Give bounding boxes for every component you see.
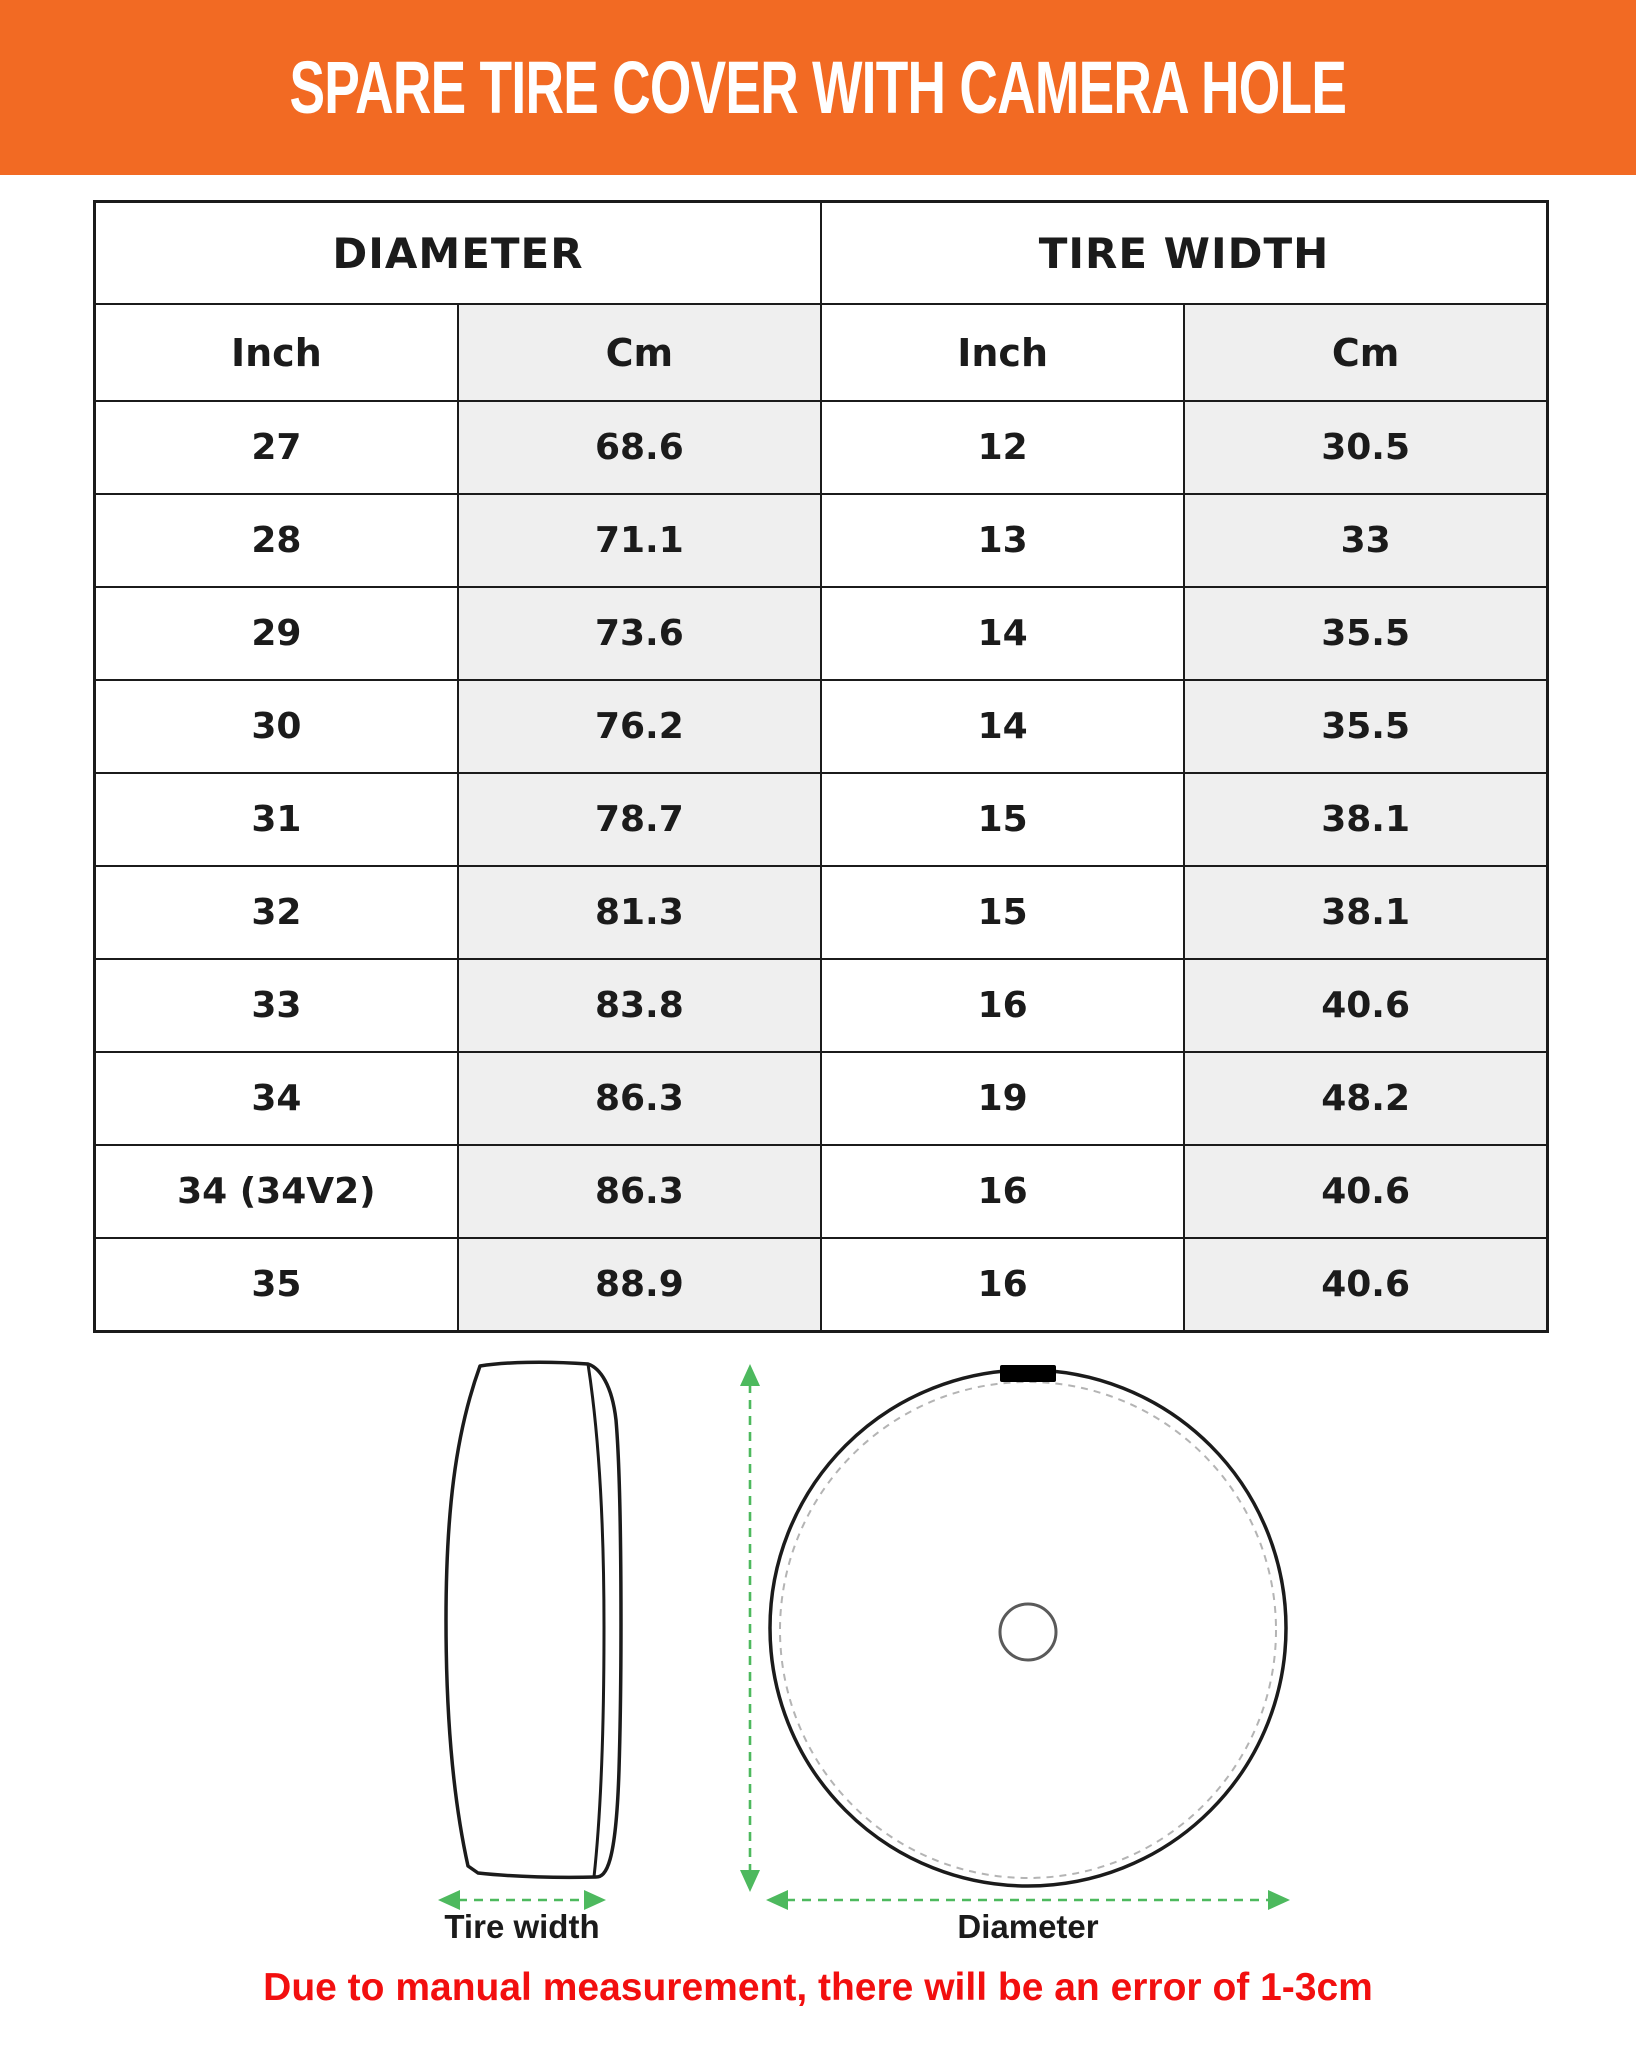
table-cell: 38.1	[1184, 773, 1547, 866]
diameter-arrow	[766, 1890, 1290, 1910]
table-cell: 35.5	[1184, 680, 1547, 773]
table-cell: 33	[1184, 494, 1547, 587]
diameter-vertical-arrow	[740, 1364, 760, 1892]
table-cell: 88.9	[458, 1238, 821, 1332]
banner	[0, 0, 1636, 175]
table-row	[95, 587, 1548, 680]
diameter-inch-header: Inch	[95, 304, 458, 401]
table-cell: 16	[821, 1238, 1184, 1332]
table-cell: 73.6	[458, 587, 821, 680]
table-cell: 86.3	[458, 1145, 821, 1238]
tire-diagram	[0, 1340, 1636, 1960]
tire-diagram-svg	[0, 1340, 1636, 1960]
diameter-cm-header: Cm	[458, 304, 821, 401]
table-row	[95, 866, 1548, 959]
tire-width-inch-header: Inch	[821, 304, 1184, 401]
table-cell: 19	[821, 1052, 1184, 1145]
table-row	[95, 401, 1548, 494]
table-cell: 40.6	[1184, 1145, 1547, 1238]
table-cell: 78.7	[458, 773, 821, 866]
table-cell: 40.6	[1184, 959, 1547, 1052]
diameter-group-header: DIAMETER	[95, 202, 822, 305]
table-cell: 68.6	[458, 401, 821, 494]
table-row	[95, 959, 1548, 1052]
page-title: SPARE TIRE COVER WITH CAMERA HOLE	[289, 46, 1347, 129]
table-cell: 28	[95, 494, 458, 587]
table-row	[95, 1238, 1548, 1332]
table-cell: 30.5	[1184, 401, 1547, 494]
table-cell: 14	[821, 587, 1184, 680]
tire-width-group-header: TIRE WIDTH	[821, 202, 1548, 305]
group-header-row	[95, 202, 1548, 305]
table-row	[95, 680, 1548, 773]
table-cell: 13	[821, 494, 1184, 587]
table-cell: 81.3	[458, 866, 821, 959]
table-row	[95, 773, 1548, 866]
tire-side-view	[446, 1362, 621, 1877]
table-cell: 14	[821, 680, 1184, 773]
sub-header-row	[95, 304, 1548, 401]
diameter-label: Diameter	[957, 1908, 1099, 1945]
table-row	[95, 1052, 1548, 1145]
tire-width-arrow	[438, 1890, 606, 1910]
table-cell: 30	[95, 680, 458, 773]
table-cell: 86.3	[458, 1052, 821, 1145]
measurement-note: Due to manual measurement, there will be an error of 1-3cm	[263, 1966, 1373, 2009]
table-row	[95, 494, 1548, 587]
tire-width-label: Tire width	[444, 1908, 600, 1945]
table-cell: 76.2	[458, 680, 821, 773]
table-cell: 35.5	[1184, 587, 1547, 680]
top-tab	[1000, 1365, 1056, 1382]
table-cell: 29	[95, 587, 458, 680]
table-cell: 15	[821, 773, 1184, 866]
table-cell: 31	[95, 773, 458, 866]
table-cell: 38.1	[1184, 866, 1547, 959]
table-cell: 15	[821, 866, 1184, 959]
table-cell: 71.1	[458, 494, 821, 587]
table-cell: 34	[95, 1052, 458, 1145]
table-row	[95, 1145, 1548, 1238]
table-cell: 33	[95, 959, 458, 1052]
table-cell: 35	[95, 1238, 458, 1332]
table-cell: 12	[821, 401, 1184, 494]
camera-hole	[1000, 1604, 1056, 1660]
table-cell: 34 (34V2)	[95, 1145, 458, 1238]
table-cell: 83.8	[458, 959, 821, 1052]
table-cell: 48.2	[1184, 1052, 1547, 1145]
table-cell: 16	[821, 959, 1184, 1052]
size-chart-table	[93, 200, 1549, 1333]
size-table-body	[95, 401, 1548, 1332]
table-cell: 27	[95, 401, 458, 494]
table-cell: 32	[95, 866, 458, 959]
tire-width-cm-header: Cm	[1184, 304, 1547, 401]
table-cell: 40.6	[1184, 1238, 1547, 1332]
table-cell: 16	[821, 1145, 1184, 1238]
